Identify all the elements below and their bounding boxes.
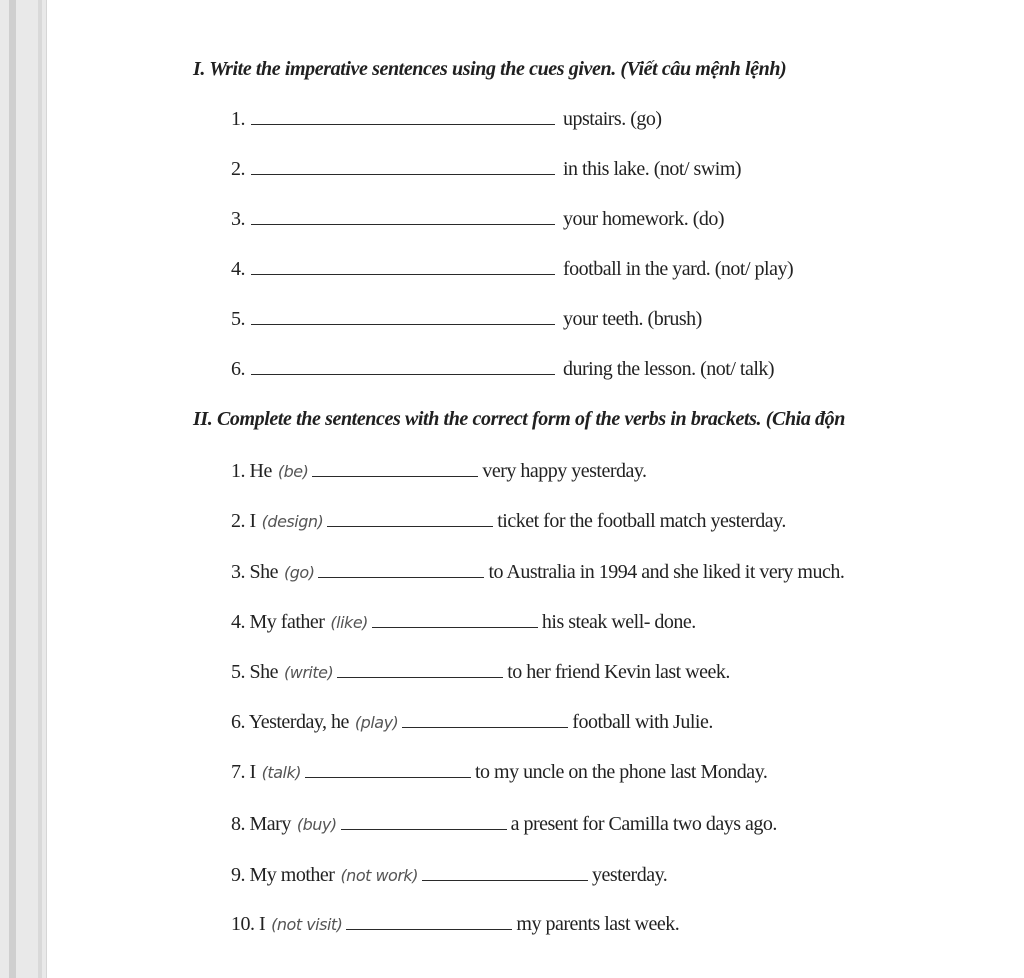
sentence-start: 9. My mother — [231, 864, 335, 886]
exercise-2-item — [231, 661, 730, 684]
sentence-end: yesterday. — [591, 864, 668, 886]
item-number: 2. — [231, 158, 245, 180]
sentence-end: to her friend Kevin last week. — [507, 661, 730, 683]
exercise-2-item — [231, 813, 777, 836]
answer-blank — [251, 258, 555, 275]
verb-cue: (go) — [284, 563, 315, 582]
answer-blank — [251, 308, 555, 325]
sentence-end: to my uncle on the phone last Monday. — [474, 761, 768, 783]
item-text: football in the yard. (not/ play) — [563, 258, 794, 280]
verb-cue: (talk) — [261, 763, 301, 782]
sentence-end: very happy yesterday. — [482, 460, 647, 482]
sentence-start: 10. I — [231, 913, 266, 935]
item-text: your homework. (do) — [563, 208, 725, 230]
sentence-start: 3. She — [231, 561, 278, 583]
answer-blank — [251, 358, 555, 375]
section-1-heading: I. Write the imperative sentences using the cues given. (Viết câu mệnh lệnh) — [193, 58, 787, 80]
answer-blank — [251, 158, 555, 175]
answer-blank — [318, 561, 484, 578]
exercise-1-item — [231, 358, 774, 381]
sentence-start: 4. My father — [231, 611, 325, 633]
answer-blank — [251, 208, 555, 225]
answer-blank — [346, 913, 512, 930]
item-text: your teeth. (brush) — [563, 308, 702, 330]
sentence-end: my parents last week. — [516, 913, 680, 935]
answer-blank — [327, 510, 493, 527]
sentence-start: 7. I — [231, 761, 256, 783]
item-number: 6. — [231, 358, 245, 380]
exercise-2-item — [231, 611, 696, 634]
answer-blank — [422, 864, 588, 881]
left-margin-gutter — [0, 0, 47, 978]
exercise-2-item — [231, 864, 667, 887]
sentence-end: his steak well- done. — [541, 611, 696, 633]
exercise-1-item — [231, 108, 662, 131]
verb-cue: (play) — [354, 713, 399, 732]
answer-blank — [312, 460, 478, 477]
exercise-2-item — [231, 561, 844, 584]
gutter-line — [9, 0, 16, 978]
exercise-1-item — [231, 258, 793, 281]
answer-blank — [372, 611, 538, 628]
exercise-2-item — [231, 711, 713, 734]
exercise-2-item — [231, 510, 786, 533]
sentence-start: 6. Yesterday, he — [231, 711, 349, 733]
document-page — [47, 0, 1024, 978]
answer-blank — [251, 108, 555, 125]
exercise-1-item — [231, 208, 724, 231]
answer-blank — [341, 813, 507, 830]
exercise-2-item — [231, 761, 767, 784]
verb-cue: (like) — [330, 613, 368, 632]
verb-cue: (write) — [284, 663, 334, 682]
page-edge-shadow — [38, 0, 42, 978]
item-number: 3. — [231, 208, 245, 230]
verb-cue: (not work) — [340, 866, 418, 885]
item-number: 1. — [231, 108, 245, 130]
item-text: upstairs. (go) — [563, 108, 662, 130]
sentence-end: ticket for the football match yesterday. — [497, 510, 786, 532]
verb-cue: (not visit) — [271, 915, 343, 934]
verb-cue: (design) — [261, 512, 324, 531]
item-number: 4. — [231, 258, 245, 280]
exercise-2-item — [231, 460, 647, 483]
answer-blank — [337, 661, 503, 678]
sentence-start: 2. I — [231, 510, 256, 532]
exercise-1-item — [231, 158, 741, 181]
answer-blank — [305, 761, 471, 778]
verb-cue: (buy) — [296, 815, 337, 834]
answer-blank — [402, 711, 568, 728]
sentence-start: 5. She — [231, 661, 278, 683]
sentence-end: to Australia in 1994 and she liked it very much. — [488, 561, 845, 583]
sentence-end: a present for Camilla two days ago. — [510, 813, 777, 835]
exercise-2-item — [231, 913, 679, 936]
exercise-1-item — [231, 308, 702, 331]
section-2-heading: II. Complete the sentences with the correct form of the verbs in brackets. (Chia độn — [193, 408, 845, 430]
sentence-end: football with Julie. — [572, 711, 713, 733]
sentence-start: 8. Mary — [231, 813, 291, 835]
verb-cue: (be) — [277, 462, 309, 481]
item-text: in this lake. (not/ swim) — [563, 158, 742, 180]
item-number: 5. — [231, 308, 245, 330]
item-text: during the lesson. (not/ talk) — [563, 358, 775, 380]
sentence-start: 1. He — [231, 460, 272, 482]
